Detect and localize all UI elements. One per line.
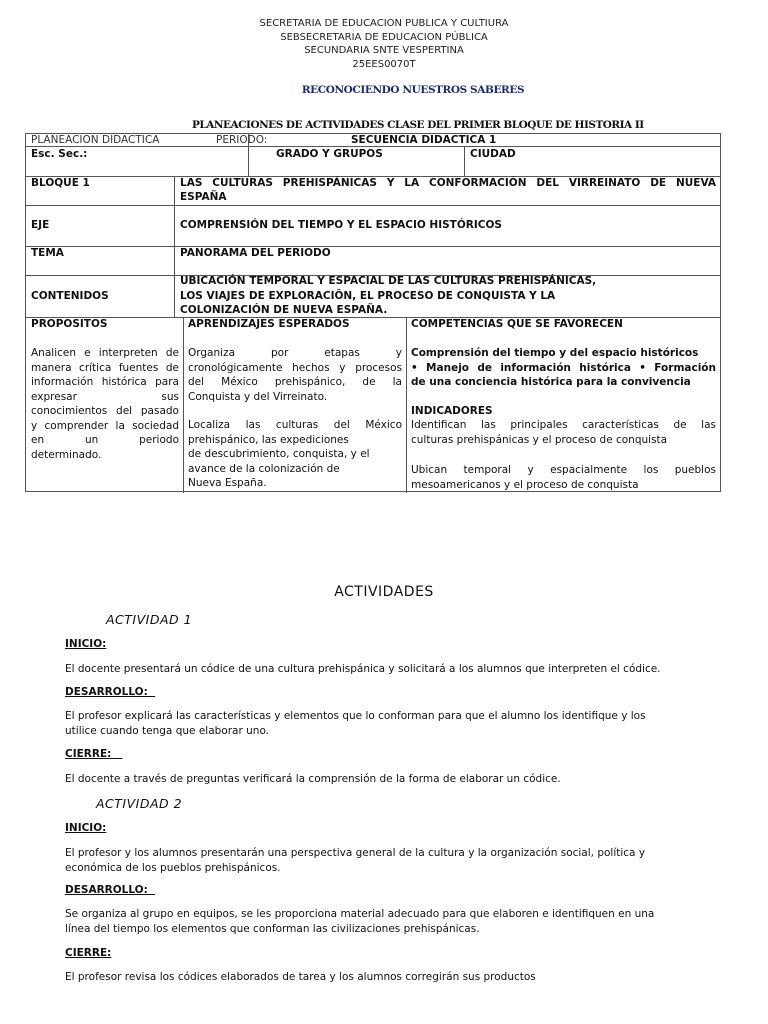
indicador-line: culturas prehispánicas y el proceso de conquista — [411, 433, 668, 446]
aprendizajes-line: Nueva España. — [188, 477, 267, 489]
aprendizajes-line: prehispánico, las expediciones — [188, 433, 349, 446]
propositos-line: conocimientos del pasado — [31, 405, 179, 417]
paragraph-line: El profesor y los alumnos presentarán una perspectiva general de la cultura y la organización social, política y — [65, 847, 646, 859]
header-line-3: SECUNDARIA SNTE VESPERTINA — [304, 45, 464, 56]
propositos-line: determinado. — [31, 448, 102, 461]
table-rule — [183, 317, 184, 493]
plan-title: PLANEACIONES DE ACTIVIDADES CLASE DEL PRIMER BLOQUE DE HISTORIA II — [192, 119, 644, 131]
aprendizajes-line: del México prehispánico, de la — [188, 376, 402, 388]
aprendizajes-text-1 — [188, 346, 402, 404]
propositos-line: manera crítica fuentes de — [31, 361, 179, 374]
contenidos-label: CONTENIDOS — [31, 290, 109, 302]
activity-1-title: ACTIVIDAD 1 — [106, 612, 193, 627]
header-line-2: SEBSECRETARIA DE EDUCACION PÚBLICA — [280, 31, 488, 43]
paragraph-line: Se organiza al grupo en equipos, se les proporciona material adecuado para que elaboren e identifiquen en una — [65, 908, 655, 920]
contenidos-value — [180, 274, 596, 318]
activity-2-inicio-text — [65, 846, 705, 876]
bloque-label: BLOQUE 1 — [31, 177, 90, 189]
indicadores-title: INDICADORES — [411, 405, 493, 417]
table-rule — [26, 205, 720, 206]
aprendizajes-title: APRENDIZAJES ESPERADOS — [188, 318, 350, 330]
eje-value: COMPRENSIÓN DEL TIEMPO Y EL ESPACIO HISTÓRICOS — [180, 219, 502, 231]
grado-label: GRADO Y GRUPOS — [276, 148, 383, 160]
competencias-line: de una conciencia histórica para la convivencia — [411, 376, 691, 388]
propositos-line: y comprender la sociedad — [31, 419, 179, 432]
table-rule — [26, 246, 720, 247]
header-line-4: 25EES0070T — [352, 58, 416, 70]
paragraph-line: económica de los pueblos prehispánicos. — [65, 862, 281, 874]
contenidos-line: LOS VIAJES DE EXPLORACIÔN, EL PROCESO DE CONQUISTA Y LA — [180, 289, 556, 302]
eje-label: EJE — [31, 219, 50, 231]
contenidos-line: UBICACIÓN TEMPORAL Y ESPACIAL DE LAS CULTURAS PREHISPÁNICAS, — [180, 275, 597, 287]
propositos-line: información histórica para — [31, 376, 179, 388]
competencias-title: COMPETENCIAS QUE SE FAVORECEN — [411, 318, 623, 330]
header-line-1: SECRETARIA DE EDUCACION PUBLICA Y CULTIURA — [259, 18, 509, 29]
propositos-line: expresar sus — [31, 390, 179, 403]
activity-2-desarrollo-text — [65, 907, 705, 937]
competencias-line: Comprensión del tiempo y del espacio históricos — [411, 347, 699, 359]
activities-heading: ACTIVIDADES — [334, 584, 434, 600]
bloque-value-line-2: ESPAÑA — [180, 191, 227, 203]
tema-value: PANORAMA DEL PERIODO — [180, 247, 331, 259]
propositos-line: en un periodo — [31, 434, 179, 446]
indicador-line: Identifican las principales características de las — [411, 419, 716, 431]
institution-header — [0, 17, 768, 71]
aprendizajes-line: de descubrimiento, conquista, y el — [188, 448, 370, 460]
secuencia-label: SECUENCIA DIDACTICA 1 — [351, 134, 497, 146]
activity-1-inicio-text: El docente presentará un códice de una cultura prehispánica y solicitará a los alumnos que interpreten el códice. — [65, 663, 661, 675]
aprendizajes-line: Organiza por etapas y — [188, 347, 402, 359]
bloque-value-line-1: LAS CULTURAS PREHISPÁNICAS Y LA CONFORMACIÓN DEL VIRREINATO DE NUEVA — [180, 177, 716, 189]
indicador-1 — [411, 418, 716, 447]
escuela-label: Esc. Sec.: — [31, 148, 88, 160]
activity-2-desarrollo-label: DESARROLLO: — [65, 884, 156, 896]
planning-table — [25, 133, 721, 492]
aprendizajes-line: Conquista y del Virreinato. — [188, 390, 328, 403]
activity-1-desarrollo-text — [65, 709, 705, 739]
competencias-line: • Manejo de información histórica • Formación — [411, 361, 716, 374]
activity-2-cierre-text: El profesor revisa los códices elaborados de tarea y los alumnos corregirán sus productos — [65, 971, 536, 983]
paragraph-line: El profesor explicará las características y elementos que lo conforman para que el alumno los identifique y los — [65, 710, 646, 722]
contenidos-line: COLONIZACIÓN DE NUEVA ESPAÑA. — [180, 304, 388, 316]
indicador-line: mesoamericanos y el proceso de conquista — [411, 478, 639, 491]
paragraph-line: línea del tiempo los elementos que conforman las civilizaciones prehispánicas. — [65, 923, 480, 935]
tema-label: TEMA — [31, 247, 64, 259]
activity-1-desarrollo-label: DESARROLLO: — [65, 686, 156, 698]
activity-1-cierre-text: El docente a través de preguntas verificará la comprensión de la forma de elaborar un códice. — [65, 773, 561, 785]
table-rule — [406, 317, 407, 493]
indicador-2 — [411, 463, 716, 492]
aprendizajes-line: cronológicamente hechos y procesos — [188, 361, 402, 374]
activity-1-cierre-label: CIERRE: — [65, 748, 123, 760]
activity-2-title: ACTIVIDAD 2 — [96, 796, 183, 811]
activity-2-inicio-label: INICIO: — [65, 822, 107, 834]
activity-1-inicio-label: INICIO: — [65, 638, 107, 650]
ciudad-label: CIUDAD — [470, 148, 516, 160]
propositos-line: Analicen e interpreten de — [31, 347, 179, 359]
propositos-title: PROPOSITOS — [31, 318, 108, 330]
table-rule — [464, 146, 465, 176]
aprendizajes-line: avance de la colonización de — [188, 462, 340, 475]
paragraph-line: utilice cuando tenga que elaborar uno. — [65, 725, 270, 737]
propositos-text — [31, 346, 179, 462]
table-rule — [174, 176, 175, 317]
aprendizajes-line: Localiza las culturas del México — [188, 419, 402, 431]
planeacion-label: PLANEACION DIDACTICA — [31, 134, 160, 146]
subtitle: RECONOCIENDO NUESTROS SABERES — [301, 84, 525, 96]
indicador-line: Ubican temporal y espacialmente los pueblos — [411, 464, 716, 476]
competencias-text — [411, 346, 716, 390]
periodo-label: PERIODO: — [216, 134, 268, 146]
aprendizajes-text-2 — [188, 418, 402, 491]
activity-2-cierre-label: CIERRE: — [65, 947, 112, 959]
